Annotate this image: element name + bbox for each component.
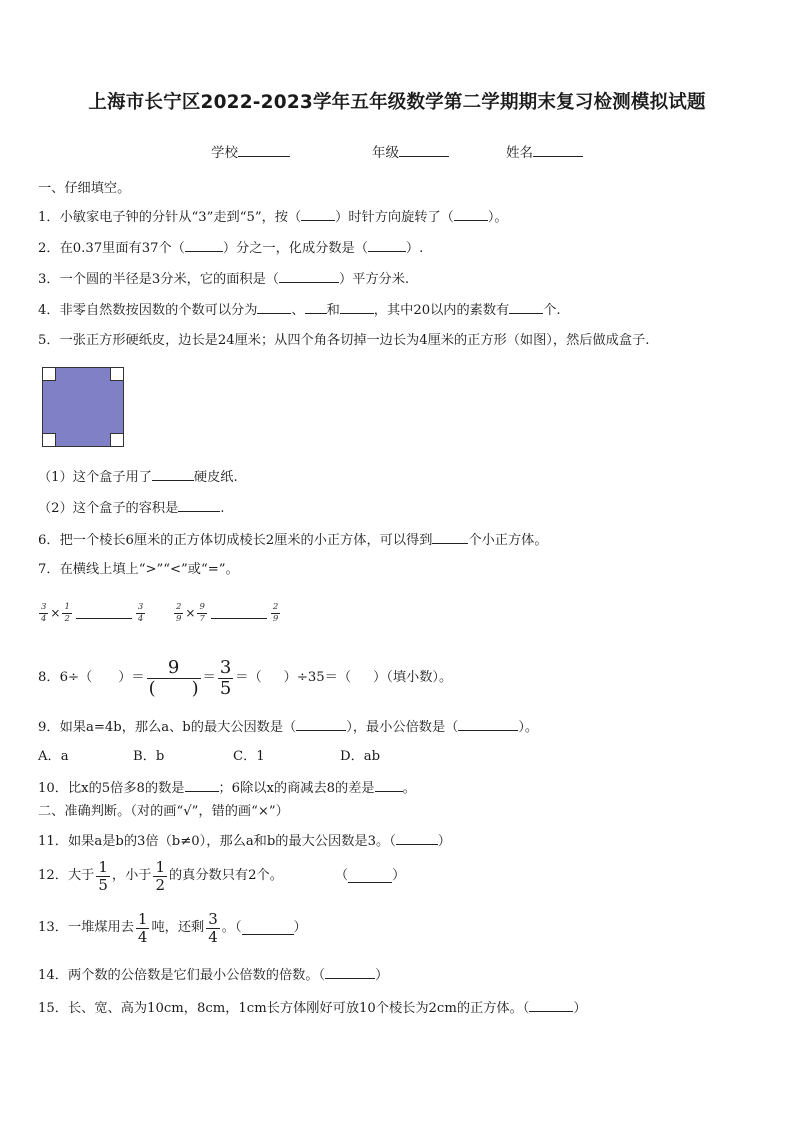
question-15: 15．长、宽、高为10cm，8cm，1cm长方体刚好可放10个棱长为2cm的正方体。（ ） xyxy=(38,998,587,1018)
q11-answer-blank[interactable] xyxy=(396,831,438,845)
fraction: $\frac{1}{5}$ xyxy=(98,857,108,894)
question-8: 8．6÷（ ）＝ $\frac{9}{( )}$ ＝ $\frac{3}{5}$ ＝（ ）÷35＝（ ）（填小数）。 xyxy=(38,656,453,699)
q6-blank[interactable] xyxy=(432,530,468,544)
question-5-part-1: （1）这个盒子用了 硬皮纸. xyxy=(38,467,238,487)
cut-corner-bottom-left xyxy=(42,433,56,447)
q7-expression-1: $\frac{3}{4}$ × $\frac{1}{2}$ $\frac{3}{4}$ xyxy=(41,602,144,624)
name-field[interactable] xyxy=(506,141,583,161)
question-11: 11．如果a是b的3倍（b≠0），那么a和b的最大公因数是3。（ ） xyxy=(38,831,451,851)
q4-blank-4[interactable] xyxy=(509,300,543,314)
school-label: 学校 xyxy=(211,145,238,161)
name-blank[interactable] xyxy=(533,143,583,157)
question-1: 1．小敏家电子钟的分针从“3”走到“5”，按（ ）时针方向旋转了（ ）。 xyxy=(38,207,508,227)
fraction: $\frac{2}{9}$ xyxy=(272,602,279,624)
cut-corner-top-left xyxy=(42,367,56,381)
question-9-options xyxy=(38,748,380,766)
fraction: $\frac{3}{4}$ xyxy=(41,602,47,624)
q9-blank-1[interactable] xyxy=(296,717,346,731)
q8-blank-denominator[interactable]: ( ) xyxy=(148,677,199,699)
q9-blank-2[interactable] xyxy=(458,717,518,731)
grade-field[interactable] xyxy=(372,141,449,161)
question-10: 10．比x的5倍多8的数是 ；6除以x的商减去8的差是 。 xyxy=(38,778,416,798)
question-14: 14．两个数的公倍数是它们最小公倍数的倍数。（ ） xyxy=(38,965,388,985)
fraction: $\frac{9}{( )}$ xyxy=(148,656,199,699)
option-c[interactable]: C．1 xyxy=(233,749,265,764)
fraction: $\frac{3}{4}$ xyxy=(137,602,144,624)
question-6: 6．把一个棱长6厘米的正方体切成棱长2厘米的小正方体，可以得到 个小正方体。 xyxy=(38,530,548,550)
fraction: $\frac{1}{2}$ xyxy=(155,857,165,894)
school-field[interactable] xyxy=(211,141,290,161)
q15-answer-blank[interactable] xyxy=(529,998,573,1012)
question-9: 9．如果a=4b，那么a、b的最大公因数是（ ），最小公倍数是（ ）。 xyxy=(38,717,538,737)
question-3: 3．一个圆的半径是3分米，它的面积是（ ）平方分米. xyxy=(38,269,409,289)
option-a[interactable]: A．a xyxy=(38,749,69,764)
q2-blank-2[interactable] xyxy=(368,238,406,252)
grade-label: 年级 xyxy=(372,145,399,161)
fraction: $\frac{3}{5}$ xyxy=(219,656,232,699)
q1-blank-1[interactable] xyxy=(301,207,335,221)
question-4: 4．非零自然数按因数的个数可以分为 、 和 ，其中20以内的素数有 个. xyxy=(38,300,561,320)
question-12: 12．大于 $\frac{1}{5}$ ，小于 $\frac{1}{2}$ 的真分数只有2个。 （ ） xyxy=(38,857,406,894)
fraction: $\frac{3}{4}$ xyxy=(208,909,218,946)
question-5: 5．一张正方形硬纸皮，边长是24厘米；从四个角各切掉一边长为4厘米的正方形（如图），然后做成盒子. xyxy=(38,333,650,348)
option-d[interactable]: D．ab xyxy=(340,749,381,764)
q7-blank-2[interactable] xyxy=(211,607,267,619)
section-1-heading: 一、仔细填空。 xyxy=(38,181,131,196)
q13-answer-blank[interactable] xyxy=(242,921,294,935)
q5-blank-2[interactable] xyxy=(178,498,220,512)
q4-blank-2[interactable] xyxy=(305,300,327,314)
question-2: 2．在0.37里面有37个（ ）分之一，化成分数是（ ）. xyxy=(38,238,423,258)
fraction: $\frac{1}{2}$ xyxy=(64,602,70,624)
section-2-heading: 二、准确判断。（对的画“√”，错的画“×”） xyxy=(38,804,289,819)
q12-answer-blank[interactable] xyxy=(348,869,392,883)
q14-answer-blank[interactable] xyxy=(325,965,375,979)
grade-blank[interactable] xyxy=(399,143,449,157)
fraction: $\frac{1}{4}$ xyxy=(137,909,148,946)
q5-blank-1[interactable] xyxy=(152,467,194,481)
question-7: 7．在横线上填上“>”“<”或“=”。 xyxy=(38,562,239,577)
school-blank[interactable] xyxy=(238,143,290,157)
cut-corner-top-right xyxy=(110,367,124,381)
name-label: 姓名 xyxy=(506,145,533,161)
q7-blank-1[interactable] xyxy=(76,607,132,619)
q7-expression-2: $\frac{2}{9}$ × $\frac{9}{7}$ $\frac{2}{9}$ xyxy=(176,602,279,624)
cardboard-figure xyxy=(42,367,124,447)
page-title: 上海市长宁区2022-2023学年五年级数学第二学期期末复习检测模拟试题 xyxy=(88,92,706,113)
question-13: 13．一堆煤用去 $\frac{1}{4}$ 吨，还剩 $\frac{3}{4}$ 。（ ） xyxy=(38,909,307,946)
q4-blank-1[interactable] xyxy=(257,300,291,314)
fraction: $\frac{9}{7}$ xyxy=(199,602,205,624)
q1-blank-2[interactable] xyxy=(454,207,488,221)
q10-blank-1[interactable] xyxy=(185,778,219,792)
q10-blank-2[interactable] xyxy=(375,778,403,792)
q4-blank-3[interactable] xyxy=(340,300,374,314)
fraction: $\frac{2}{9}$ xyxy=(176,602,182,624)
q3-blank[interactable] xyxy=(279,269,339,283)
q2-blank-1[interactable] xyxy=(185,238,223,252)
option-b[interactable]: B．b xyxy=(133,749,165,764)
question-5-part-2: （2）这个盒子的容积是 . xyxy=(38,498,224,518)
cut-corner-bottom-right xyxy=(110,433,124,447)
